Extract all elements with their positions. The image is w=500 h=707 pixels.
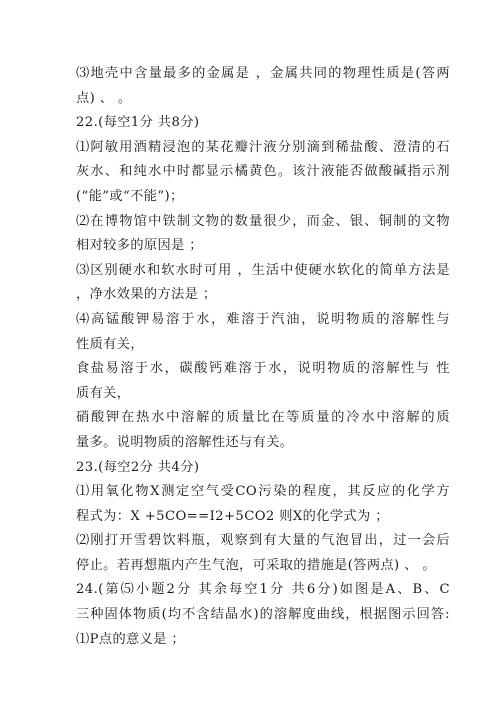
text-line: 停止。若再想瓶内产生气泡，可采取的措施是(答两点) 、 。 (76, 557, 436, 573)
document-body (76, 62, 450, 652)
text-line: 质有关， (76, 385, 131, 401)
text-line: ⑴用氧化物X测定空气受CO污染的程度，其反应的化学方 (76, 484, 450, 500)
text-line: ⑴P点的意义是 ； (76, 631, 185, 647)
text-line: ⑶区别硬水和软水时可用 ，生活中使硬水软化的简单方法是 (76, 262, 450, 278)
text-line: 量多。说明物质的溶解性还与有关。 (76, 434, 294, 450)
text-line: ，净水效果的方法是 ； (76, 287, 217, 303)
text-line: 三种固体物质(均不含结晶水)的溶解度曲线，根据图示回答: (76, 607, 450, 623)
text-line: 灰水、和纯水中时都显示橘黄色。该汁液能否做酸碱指示剂 (76, 164, 450, 180)
text-line: (“能”或“不能”)； (76, 188, 184, 204)
text-line: 硝酸钾在热水中溶解的质量比在等质量的冷水中溶解的质 (76, 410, 450, 426)
text-line: ⑵刚打开雪碧饮料瓶，观察到有大量的气泡冒出，过一会后 (76, 533, 450, 549)
text-line: ⑷高锰酸钾易溶于水，难溶于汽油，说明物质的溶解性与 (76, 311, 450, 327)
text-line: 食盐易溶于水，碳酸钙难溶于水，说明物质的溶解性与 性 (76, 361, 450, 377)
text-line: 相对较多的原因是 ； (76, 238, 203, 254)
text-line: ⑴阿敏用酒精浸泡的某花瓣汁液分别滴到稀盐酸、澄清的石 (76, 139, 450, 155)
text-line: 点) 、 。 (76, 90, 132, 106)
question-heading: 23.(每空2分 共4分) (76, 459, 200, 475)
text-line: 程式为：X +5CO==I2+5CO2 则X的化学式为 ； (76, 508, 389, 524)
question-heading: 24.(第⑸小题2分 其余每空1分 共6分)如图是A、B、C (76, 582, 450, 598)
question-heading: 22.(每空1分 共8分) (76, 115, 200, 131)
text-line: 性质有关， (76, 336, 144, 352)
text-line: ⑶地壳中含量最多的金属是 ，金属共同的物理性质是(答两 (76, 66, 450, 81)
text-line: ⑵在博物馆中铁制文物的数量很少，而金、银、铜制的文物 (76, 213, 450, 229)
